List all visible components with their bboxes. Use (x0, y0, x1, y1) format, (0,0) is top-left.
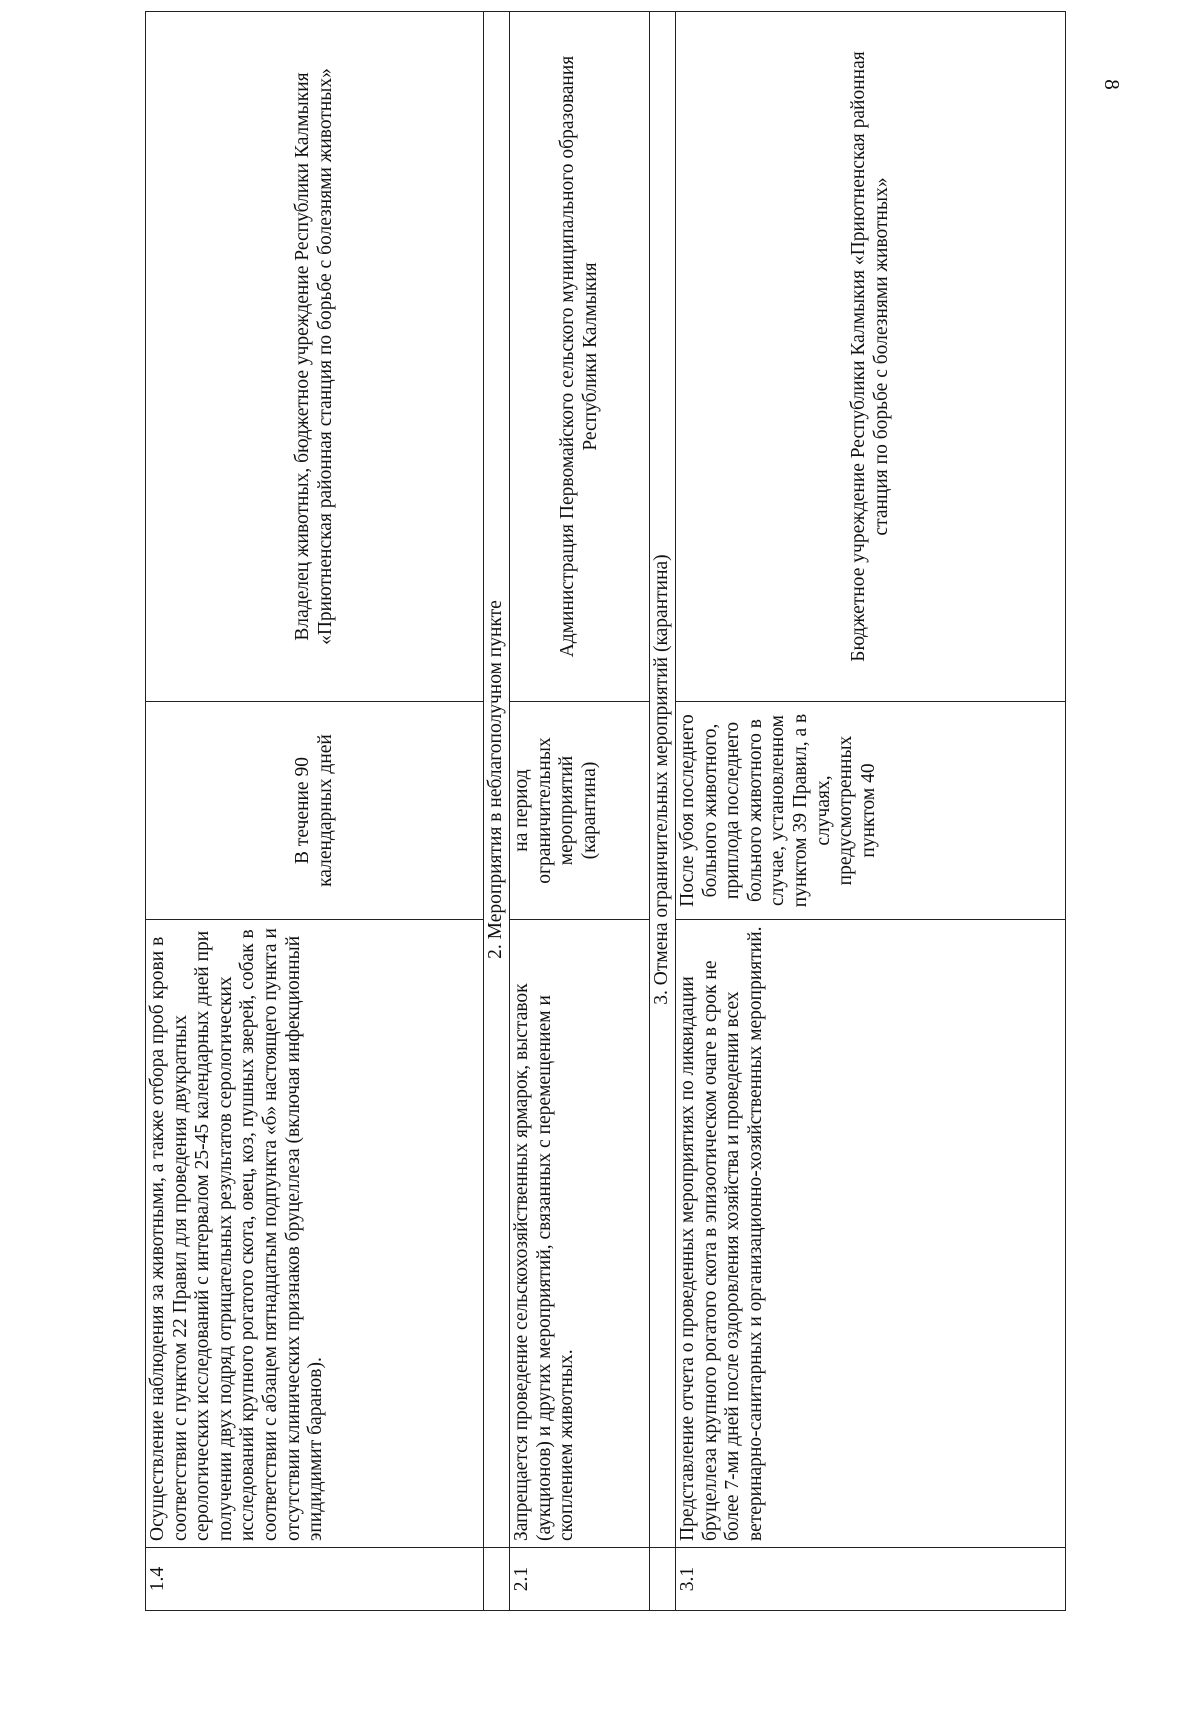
row-number: 2.1 (510, 1548, 650, 1611)
section-gap-cell (650, 1548, 676, 1611)
row-number: 1.4 (146, 1548, 484, 1611)
responsible-cell: Владелец животных, бюджетное учреждение Республики Калмыкия «Приютненская районная станция по борьбе с болезнями животных» (146, 12, 484, 702)
table-row-2-1 (510, 12, 650, 1611)
page-number: 8 (1099, 79, 1124, 90)
responsible-cell: Бюджетное учреждение Республики Калмыкия «Приютненская районная станция по борьбе с болезнями животных» (676, 12, 1066, 702)
section-header-row (484, 12, 510, 1611)
rotated-page-content (145, 51, 1065, 1611)
term-cell: В течение 90 календарных дней (146, 702, 484, 920)
term-cell: на период ограничительных мероприятий (карантина) (510, 702, 650, 920)
term-cell: После убоя последнего больного животного, приплода последнего больного животного в случае, установленном пунктом 39 Правил, а в случаях, предусмотренных пунктом 40 (676, 702, 1066, 920)
measure-text: Представление отчета о проведенных мероприятиях по ликвидации бруцеллеза крупного рогатого скота в эпизоотическом очаге в срок не более 7-ми дней после оздоровления хозяйства и проведении всех ветеринарно-санитарных и организационно-хозяйственных мероприятий. (676, 920, 1066, 1548)
measure-text: Осуществление наблюдения за животными, а также отбора проб крови в соответствии с пунктом 22 Правил для проведения двукратных серологических исследований с интервалом 25-45 календарных дней при получении двух подряд отрицательных результатов серологических исследований крупного рогатого скота, овец, коз, пушных зверей, собак в соответствии с абзацем пятнадцатым подпункта «б» настоящего пункта и отсутствии клинических признаков бруцеллеза (включая инфекционный эпидидимит баранов). (146, 920, 484, 1548)
table-row-3-1 (676, 12, 1066, 1611)
section-3-title: 3. Отмена ограничительных мероприятий (карантина) (650, 12, 676, 1548)
section-2-title: 2. Мероприятия в неблагополучном пункте (484, 12, 510, 1548)
section-header-row (650, 12, 676, 1611)
section-gap-cell (484, 1548, 510, 1611)
table-row-1-4 (146, 12, 484, 1611)
measures-table (145, 11, 1066, 1611)
measure-text: Запрещается проведение сельскохозяйственных ярмарок, выставок (аукционов) и других мероприятий, связанных с перемещением и скоплением животных. (510, 920, 650, 1548)
responsible-cell: Администрация Первомайского сельского муниципального образования Республики Калмыкия (510, 12, 650, 702)
row-number: 3.1 (676, 1548, 1066, 1611)
